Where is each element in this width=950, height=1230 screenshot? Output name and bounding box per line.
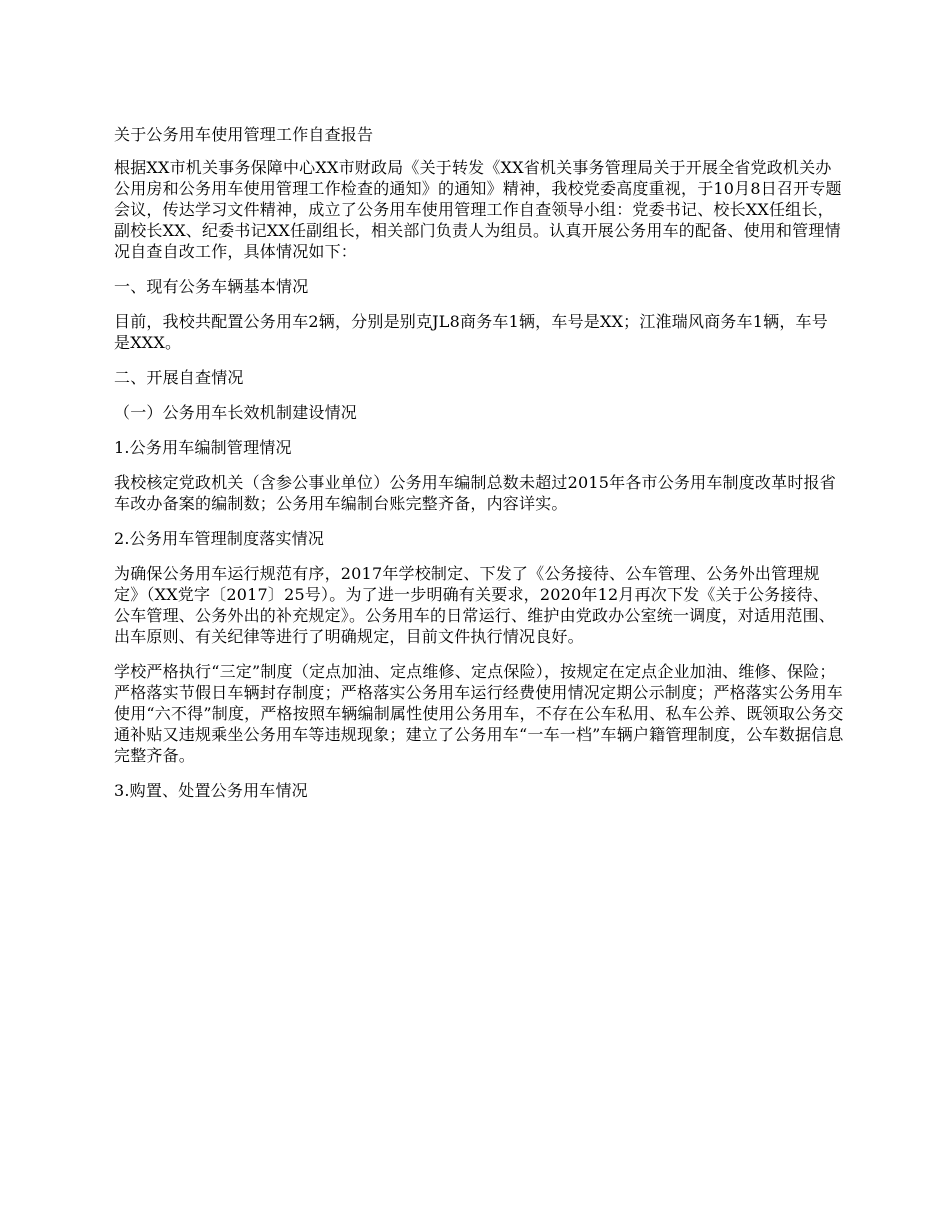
item-1-paragraph: 我校核定党政机关（含参公事业单位）公务用车编制总数未超过2015年各市公务用车制度改革时报省车改办备案的编制数；公务用车编制台账完整齐备，内容详实。 [114,473,836,513]
intro-paragraph: 根据XX市机关事务保障中心XX市财政局《关于转发《XX省机关事务管理局关于开展全省党政机关办公用房和公务用车使用管理工作检查的通知》的通知》精神，我校党委高度重视，于10月8日召开专题会议，传达学习文件精神，成立了公务用车使用管理工作自查领导小组：党委书记、校长XX任组长，副校长XX、纪委书记XX任副组长，相关部门负责人为组员。认真开展公务用车的配备、使用和管理情况自查自改工作，具体情况如下： [114,158,842,261]
section-1-paragraph: 目前，我校共配置公务用车2辆，分别是别克JL8商务车1辆，车号是XX；江淮瑞风商务车1辆，车号是XXX。 [114,312,828,352]
subsection-1-heading: （一）公务用车长效机制建设情况 [114,403,358,422]
item-2-paragraph-2: 学校严格执行“三定”制度（定点加油、定点维修、定点保险），按规定在定点企业加油、维修、保险；严格落实节假日车辆封存制度；严格落实公务用车运行经费使用情况定期公示制度；严格落实公务用车使用“六不得”制度，严格按照车辆编制属性使用公务用车，不存在公车私用、私车公养、既领取公务交通补贴又违规乘坐公务用车等违规现象；建立了公务用车“一车一档”车辆户籍管理制度，公车数据信息完整齐备。 [114,662,844,765]
item-1-heading: 1.公务用车编制管理情况 [114,438,292,457]
item-2-paragraph-1: 为确保公务用车运行规范有序，2017年学校制定、下发了《公务接待、公车管理、公务外出管理规定》（XX党字〔2017〕25号）。为了进一步明确有关要求，2020年12月再次下发《关于公务接待、公车管理、公务外出的补充规定》。公务用车的日常运行、维护由党政办公室统一调度，对适用范围、出车原则、有关纪律等进行了明确规定，目前文件执行情况良好。 [114,564,836,646]
item-3-heading: 3.购置、处置公务用车情况 [114,781,308,800]
section-1-heading: 一、现有公务车辆基本情况 [114,277,309,296]
item-2-heading: 2.公务用车管理制度落实情况 [114,529,325,548]
document-title: 关于公务用车使用管理工作自查报告 [114,125,374,144]
section-2-heading: 二、开展自查情况 [114,368,244,387]
document-page [114,124,844,801]
